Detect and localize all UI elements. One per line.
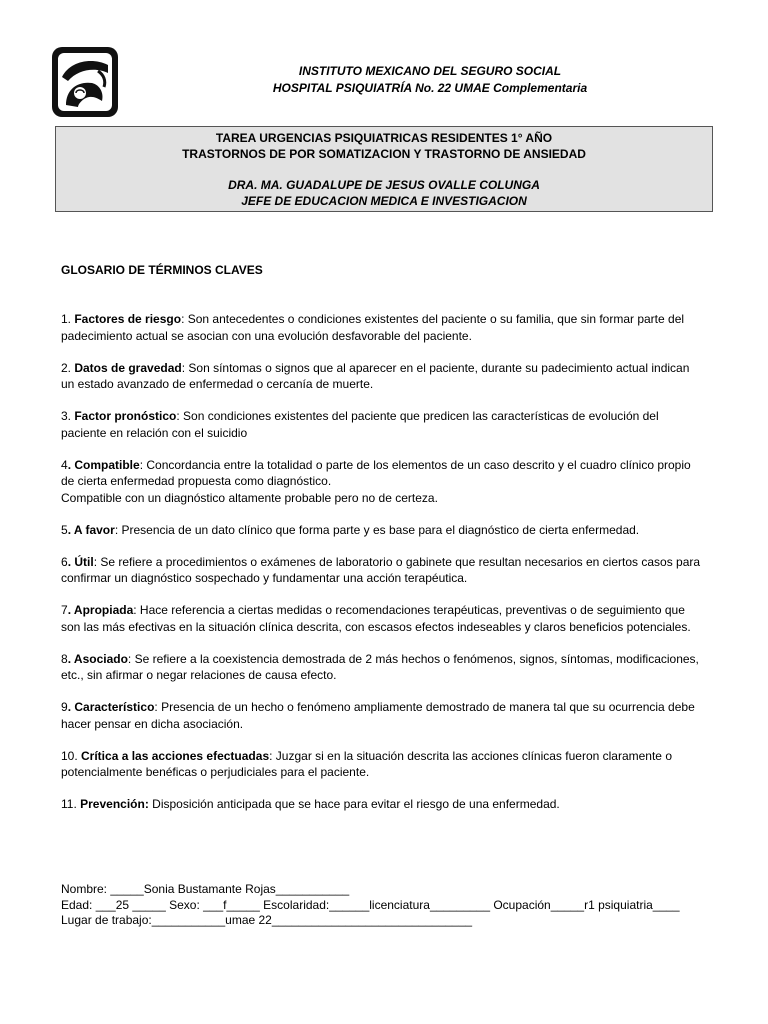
task-author: DRA. MA. GUADALUPE DE JESUS OVALLE COLUNGA: [228, 178, 540, 192]
task-line-2: TRASTORNOS DE POR SOMATIZACION Y TRASTORNO DE ANSIEDAD: [182, 147, 586, 161]
glossary-title: GLOSARIO DE TÉRMINOS CLAVES: [61, 263, 263, 277]
entry-term: . Apropiada: [67, 603, 134, 617]
entry-definition: Disposición anticipada que se hace para evitar el riesgo de una enfermedad.: [148, 797, 560, 811]
glossary-entry: [61, 796, 706, 813]
entry-number: 6: [61, 554, 68, 569]
entry-term: . Compatible: [67, 457, 140, 472]
entry-number: 10.: [61, 748, 82, 763]
entry-definition: : Son antecedentes o condiciones existentes del paciente o su familia, que sin formar parte del padecimiento actual se asocian con una evolución desfavorable del paciente.: [61, 312, 685, 343]
entry-term: Crítica a las acciones efectuadas: [81, 748, 270, 763]
entry-number: 4: [61, 457, 68, 472]
glossary-entry: [61, 651, 706, 684]
entry-definition: : Son condiciones existentes del paciente que predicen las características de evolución del paciente en relación con el suicidio: [61, 409, 659, 440]
hospital-name: HOSPITAL PSIQUIATRÍA No. 22 UMAE Complementaria: [272, 81, 588, 95]
entry-number: 3.: [61, 409, 75, 423]
entry-term: . A favor: [67, 522, 115, 537]
entry-number: 8: [61, 651, 68, 666]
glossary-entry: [61, 748, 706, 781]
entry-definition: : Concordancia entre la totalidad o parte de los elementos de un caso descrito y el cuadro clínico propio de cierta enfermedad propuesta como diagnóstico.: [61, 457, 691, 488]
glossary-entry: [61, 408, 706, 441]
glossary-entry: [61, 522, 706, 539]
entry-number: 9: [61, 700, 68, 714]
task-line-1: TAREA URGENCIAS PSIQUIATRICAS RESIDENTES 1° AÑO: [215, 131, 553, 145]
entry-definition: : Hace referencia a ciertas medidas o recomendaciones terapéuticas, preventivas o de seguimiento que son las más efectivas en la situación clínica descrita, con escasos efectos indeseables y claros beneficios potenciales.: [61, 603, 691, 634]
glossary-entry: [61, 699, 706, 732]
student-info-form: [61, 882, 721, 929]
imss-logo: [52, 47, 118, 117]
institution-name: INSTITUTO MEXICANO DEL SEGURO SOCIAL: [298, 64, 562, 78]
entry-definition: : Juzgar si en la situación descrita las acciones clínicas fueron claramente o potencialmente benéficas o perjudiciales para el paciente.: [61, 748, 672, 779]
glossary-entry: [61, 311, 706, 344]
glossary-entry: [61, 457, 706, 507]
form-workplace-line: Lugar de trabajo:___________umae 22______________________________: [61, 913, 473, 927]
entry-number: 2.: [61, 360, 75, 375]
entry-definition: : Presencia de un dato clínico que forma parte y es base para el diagnóstico de cierta enfermedad.: [114, 522, 640, 537]
task-author-role: JEFE DE EDUCACION MEDICA E INVESTIGACION: [241, 194, 527, 208]
glossary-list: [61, 311, 706, 828]
entry-number: 7: [61, 603, 68, 617]
entry-number: 5: [61, 522, 68, 537]
institution-header: [150, 63, 710, 97]
entry-term: Factores de riesgo: [74, 312, 182, 326]
entry-extra-note: Compatible con un diagnóstico altamente probable pero no de certeza.: [61, 490, 438, 505]
form-name-line: Nombre: _____Sonia Bustamante Rojas___________: [61, 882, 350, 896]
entry-definition: : Se refiere a la coexistencia demostrada de 2 más hechos o fenómenos, signos, síntomas, modificaciones, etc., sin afirmar o negar relaciones de causa efecto.: [61, 651, 699, 682]
glossary-entry: [61, 602, 706, 635]
entry-term: . Asociado: [67, 651, 128, 666]
entry-number: 1.: [61, 312, 75, 326]
task-title-box: [55, 126, 713, 212]
entry-definition: : Se refiere a procedimientos o exámenes de laboratorio o gabinete que resultan necesarios en ciertos casos para confirmar un diagnóstico sospechado y fundamentar una acción terapéutica.: [61, 554, 701, 585]
entry-definition: : Son síntomas o signos que al aparecer en el paciente, durante su padecimiento actual indican un estado avanzado de enfermedad o cercanía de muerte.: [61, 360, 690, 391]
glossary-entry: [61, 360, 706, 393]
glossary-entry: [61, 554, 706, 587]
entry-number: 11.: [61, 797, 81, 811]
form-details-line: Edad: ___25 _____ Sexo: ___f_____ Escolaridad:______licenciatura_________ Ocupación_____r1 psiquiatria____: [61, 897, 680, 912]
entry-term: Datos de gravedad: [74, 360, 182, 375]
entry-term: Prevención:: [80, 797, 149, 811]
entry-term: Factor pronóstico: [74, 409, 177, 423]
entry-term: . Útil: [67, 554, 94, 569]
entry-definition: : Presencia de un hecho o fenómeno ampliamente demostrado de manera tal que su ocurrencia debe hacer pensar en dicha asociación.: [61, 700, 695, 731]
entry-term: . Característico: [67, 700, 155, 714]
